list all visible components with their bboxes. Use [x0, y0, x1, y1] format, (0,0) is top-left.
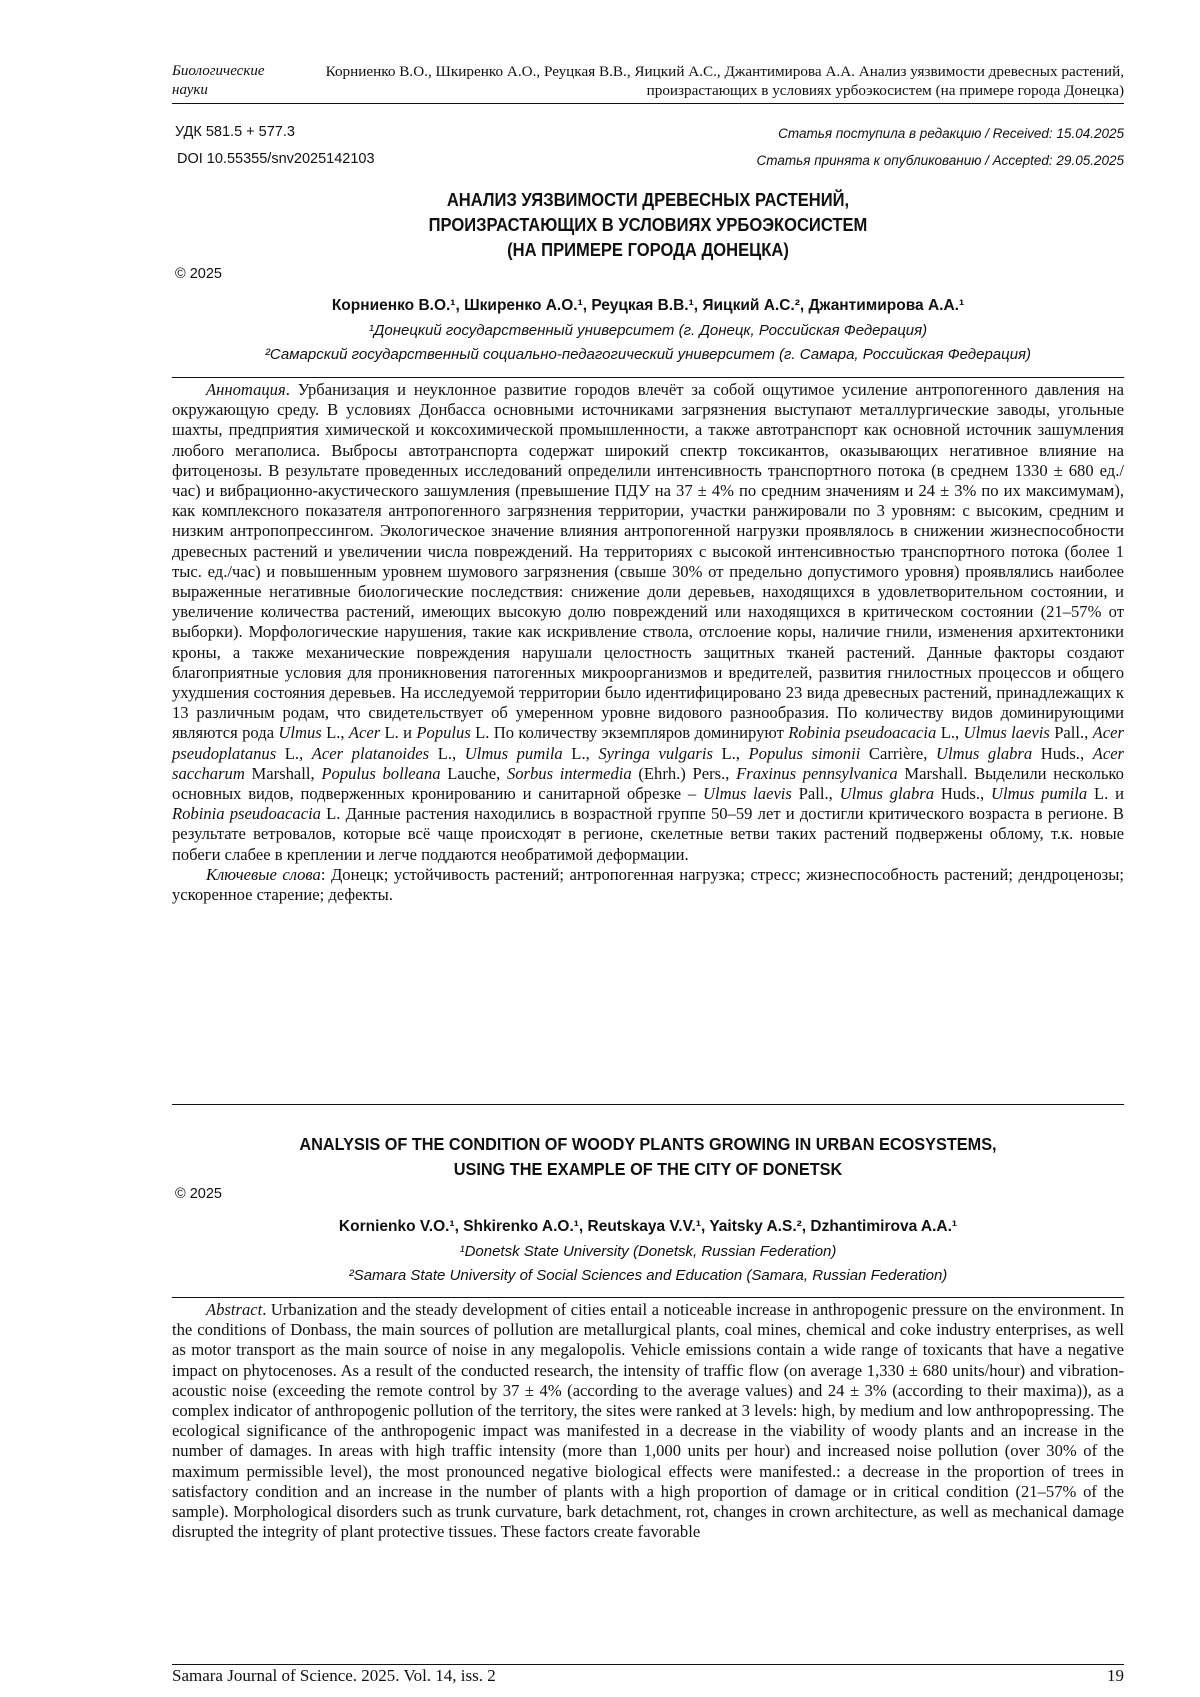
divider — [172, 377, 1124, 378]
taxon: Syringa vulgaris — [598, 744, 713, 763]
taxon: Acer platanoides — [312, 744, 429, 763]
taxon: Ulmus glabra — [840, 784, 934, 803]
keywords-ru — [172, 865, 1124, 905]
abstract-en — [172, 1300, 1124, 1662]
title-en-line: ANALYSIS OF THE CONDITION OF WOODY PLANTS GROWING IN URBAN ECOSYSTEMS, — [205, 1132, 1090, 1157]
text-run: L. и — [1087, 784, 1124, 803]
abstract-en-text: . Urbanization and the steady development of cities entail a noticeable increase in anthropogenic pressure on the environment. In the conditions of Donbass, the main sources of pollution are metallurgical plants, coal mines, chemical and coke industry enterprises, as well as motor transport as the main source of noise in any megalopolis. Vehicle emissions contain a wide range of toxicants that have a negative impact on phytocenoses. As a result of the conducted research, the intensity of traffic flow (on average 1,330 ± 680 units/hour) and vibration-acoustic noise (exceeding the remote control by 37 ± 4% (according to the average values) and 24 ± 3% (according to their maxima)), as a complex indicator of anthropogenic pollution of the territory, the sites were ranked at 3 levels: high, by medium and low anthropopressing. The ecological significance of the anthropogenic impact was manifested in a decrease in the viability of woody plants and an increase in the number of damages. In areas with high traffic intensity (more than 1,000 units per hour) and increased noise pollution (over 30% of the maximum permissible level), the most pronounced negative biological effects were manifested.: a decrease in the proportion of trees in satisfactory condition and an increase in the number of plants with a high proportion of damage or in critical condition (21–57% of the sample). Morphological disorders such as trunk curvature, bark detachment, rot, changes in crown architecture, as well as mechanical damage disrupted the integrity of plant protective tissues. These factors create favorable — [172, 1300, 1124, 1541]
taxon: Populus simonii — [749, 744, 861, 763]
keywords-ru-label: Ключевые слова — [206, 865, 321, 884]
title-en — [205, 1132, 1090, 1182]
text-run: (Ehrh.) Pers., — [632, 764, 736, 783]
taxon: Robinia pseudoacacia — [172, 804, 321, 823]
text-run: L. и — [380, 723, 416, 742]
text-run: L., — [563, 744, 599, 763]
accepted-date: Статья принята к опубликованию / Accepted: 29.05.2025 — [757, 153, 1124, 168]
text-run: Huds., — [934, 784, 991, 803]
taxon: Acer pseudoplatanus — [172, 723, 1124, 762]
text-run: L., — [276, 744, 312, 763]
affiliation-en-1: ¹Donetsk State University (Donetsk, Russian Federation) — [172, 1243, 1124, 1260]
divider — [172, 1104, 1124, 1105]
title-ru-line: ПРОИЗРАСТАЮЩИХ В УСЛОВИЯХ УРБОЭКОСИСТЕМ — [210, 213, 1086, 238]
taxon: Ulmus pumila — [465, 744, 563, 763]
footer-divider — [172, 1664, 1124, 1665]
abstract-en-paragraph — [172, 1300, 1124, 1542]
authors-en: Kornienko V.O.¹, Shkirenko A.O.¹, Reutskaya V.V.¹, Yaitsky A.S.², Dzhantimirova A.A.¹ — [172, 1218, 1124, 1236]
affiliation-ru-1: ¹Донецкий государственный университет (г. Донецк, Российская Федерация) — [172, 322, 1124, 339]
title-ru-line: (НА ПРИМЕРЕ ГОРОДА ДОНЕЦКА) — [210, 238, 1086, 263]
taxon: Robinia pseudoacacia — [788, 723, 936, 742]
text-run: L., — [429, 744, 465, 763]
authors-ru: Корниенко В.О.¹, Шкиренко А.О.¹, Реуцкая В.В.¹, Яицкий А.С.², Джантимирова А.А.¹ — [172, 297, 1124, 315]
text-run: Huds., — [1032, 744, 1093, 763]
abstract-ru-paragraph — [172, 380, 1124, 865]
taxon: Acer saccharum — [172, 744, 1124, 783]
text-run: Carrière, — [860, 744, 936, 763]
taxon: Populus bolleana — [321, 764, 440, 783]
text-run: Pall., — [792, 784, 840, 803]
taxon: Ulmus pumila — [991, 784, 1087, 803]
abstract-ru — [172, 380, 1124, 905]
abstract-ru-text: . Урбанизация и неуклонное развитие городов влечёт за собой ощутимое усиление антропогенного давления на окружающую среду. В условиях Донбасса основными источниками загрязнения выступают металлургические заводы, угольные шахты, предприятия химической и коксохимической промышленности, а также автотранспорт как основной источник зашумления любого мегаполиса. Выбросы автотранспорта содержат широкий спектр токсикантов, оказывающих негативное влияние на фитоценозы. В результате проведенных исследований определили интенсивность транспортного потока (в среднем 1330 ± 680 ед./час) и вибрационно-акустического зашумления (превышение ПДУ на 37 ± 4% по средним значениям и 24 ± 3% по их максимумам), как комплексного показателя антропогенного загрязнения территории, участки ранжировали по 3 уровням: с высоким, средним и низким антропопрессингом. Экологическое значение влияния антропогенной нагрузки проявлялось в снижении жизнеспособности древесных растений и увеличении числа повреждений. На территориях с высокой интенсивностью транспортного потока (более 1 тыс. ед./час) и повышенным уровнем шумового загрязнения (свыше 30% от предельно допустимого уровня) проявлялись наиболее выраженные негативные биологические последствия: снижение доли деревьев, находящихся в удовлетворительном состоянии, и увеличение количества растений, имеющих высокую долю повреждений или находящихся в критическом состоянии (21–57% от выборки). Морфологические нарушения, такие как искривление ствола, отслоение коры, наличие гнили, изменения архитектоники кроны, а также механические повреждения нарушали целостность защитных тканей растений. Данные факторы создают благоприятные условия для проникновения патогенных микроорганизмов и вредителей, развития гнилостных процессов и общего ухудшения состояния деревьев. На исследуемой территории было идентифицировано 23 вида древесных растений, принадлежащих к 13 различным родам, что свидетельствует об умеренном уровне видового разнообразия. По количеству видов доминирующими являются рода — [172, 380, 1124, 742]
taxon: Ulmus laevis — [963, 723, 1049, 742]
running-header-citation: Корниенко В.О., Шкиренко А.О., Реуцкая В.В., Яицкий А.С., Джантимирова А.А. Анализ уязвимости древесных растений, произрастающих в условиях урбоэкосистем (на примере города Донецка) — [318, 62, 1124, 100]
page-number: 19 — [1107, 1666, 1124, 1686]
taxon: Acer — [349, 723, 380, 742]
taxon: Fraxinus pennsylvanica — [736, 764, 898, 783]
copyright-en: © 2025 — [175, 1186, 222, 1202]
text-run: Marshall. Выделили несколько основных видов, подверженных кронированию и санитарной обрезке – — [172, 764, 1124, 803]
text-run: Lauche, — [441, 764, 507, 783]
title-ru — [210, 188, 1086, 263]
taxon: Ulmus glabra — [936, 744, 1032, 763]
text-run: L. По количеству экземпляров доминируют — [471, 723, 788, 742]
doi: DOI 10.55355/snv2025142103 — [177, 151, 375, 167]
divider — [172, 1297, 1124, 1298]
taxon: Sorbus intermedia — [507, 764, 632, 783]
text-run: L., — [936, 723, 963, 742]
abstract-en-label: Abstract — [206, 1300, 262, 1319]
running-header-section: Биологические науки — [172, 62, 302, 100]
udk-code: УДК 581.5 + 577.3 — [175, 124, 295, 140]
text-run: Marshall, — [245, 764, 322, 783]
title-ru-line: АНАЛИЗ УЯЗВИМОСТИ ДРЕВЕСНЫХ РАСТЕНИЙ, — [210, 188, 1086, 213]
text-run: L., — [713, 744, 749, 763]
affiliation-ru-2: ²Самарский государственный социально-педагогический университет (г. Самара, Российская Федерация) — [172, 346, 1124, 363]
keywords-ru-text: : Донецк; устойчивость растений; антропогенная нагрузка; стресс; жизнеспособность растений; дендроценозы; ускоренное старение; дефекты. — [172, 865, 1124, 904]
affiliation-en-2: ²Samara State University of Social Sciences and Education (Samara, Russian Federation) — [172, 1267, 1124, 1284]
text-run: L. Данные растения находились в возрастной группе 50–59 лет и достигли критического возраста в регионе. В результате ветровалов, которые всё чаще происходят в регионе, скелетные ветви таких растений подвержены облому, т.к. новые побеги слабее в креплении и легче поддаются необратимой деформации. — [172, 804, 1124, 863]
taxon: Populus — [416, 723, 470, 742]
abstract-ru-label: Аннотация — [206, 380, 286, 399]
title-en-line: USING THE EXAMPLE OF THE CITY OF DONETSK — [205, 1157, 1090, 1182]
received-date: Статья поступила в редакцию / Received: 15.04.2025 — [778, 126, 1124, 141]
taxon: Ulmus — [278, 723, 321, 742]
text-run: L., — [322, 723, 349, 742]
copyright-ru: © 2025 — [175, 266, 222, 282]
header-divider — [172, 103, 1124, 104]
journal-citation: Samara Journal of Science. 2025. Vol. 14, iss. 2 — [172, 1666, 496, 1686]
text-run: Pall., — [1050, 723, 1093, 742]
taxon: Ulmus laevis — [703, 784, 792, 803]
